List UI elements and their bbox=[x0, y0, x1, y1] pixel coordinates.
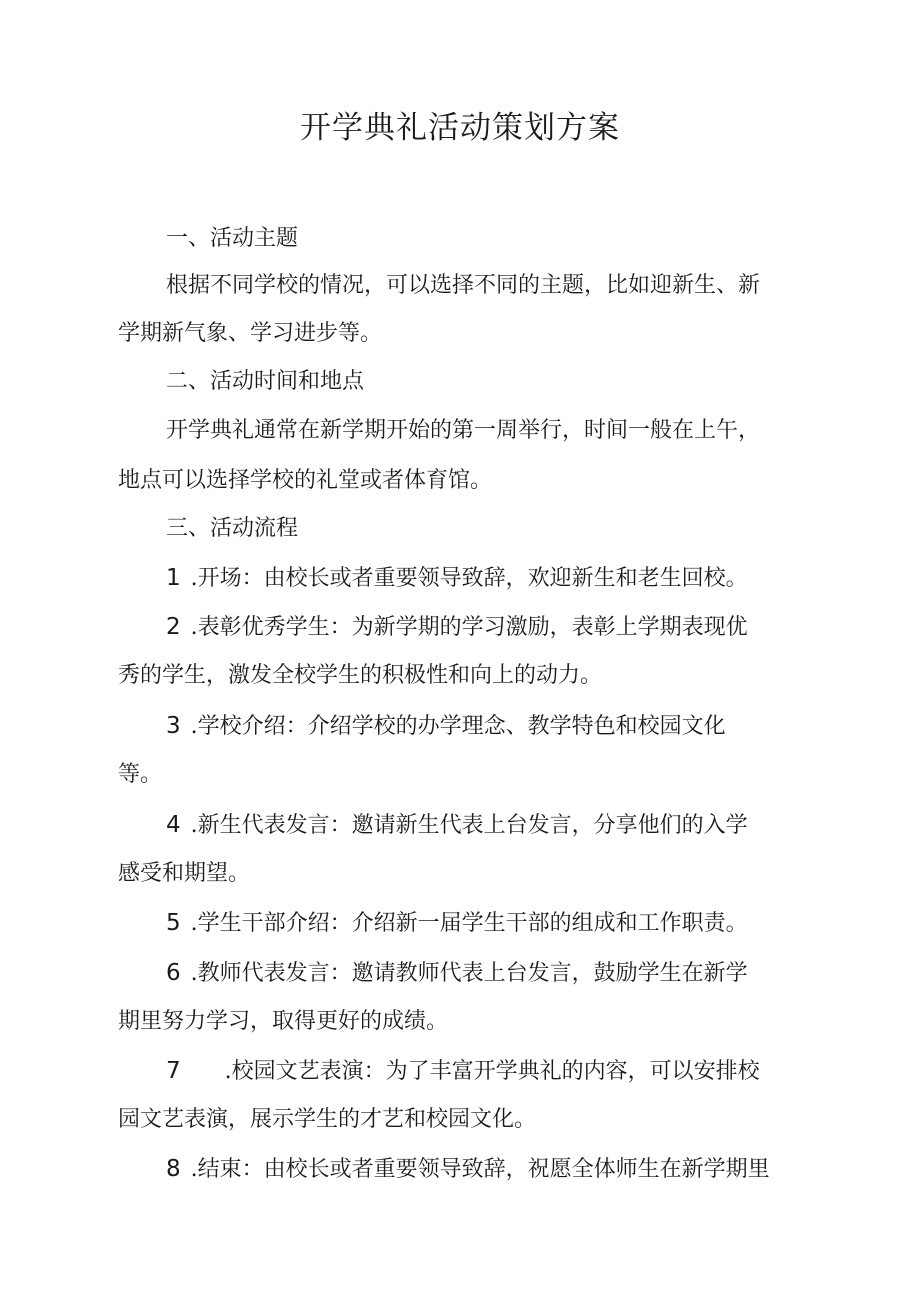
step-1-number: 1 bbox=[166, 565, 181, 591]
step-6-number: 6 bbox=[166, 960, 181, 986]
step-8-text: .结束：由校长或者重要领导致辞，祝愿全体师生在新学期里 bbox=[190, 1157, 770, 1182]
step-7-line-2: 园文艺表演，展示学生的才艺和校园文化。 bbox=[118, 1107, 537, 1132]
step-7-number: 7 bbox=[166, 1058, 181, 1084]
section-1-heading: 一、活动主题 bbox=[166, 226, 299, 251]
step-5-text: .学生干部介绍：介绍新一届学生干部的组成和工作职责。 bbox=[190, 911, 748, 936]
step-6-text: .教师代表发言：邀请教师代表上台发言，鼓励学生在新学 bbox=[190, 961, 748, 986]
step-7-text: .校园文艺表演：为了丰富开学典礼的内容，可以安排校 bbox=[224, 1059, 760, 1084]
step-1-text: .开场：由校长或者重要领导致辞，欢迎新生和老生回校。 bbox=[190, 566, 748, 591]
section-2-heading: 二、活动时间和地点 bbox=[166, 369, 365, 394]
step-4-text: .新生代表发言：邀请新生代表上台发言，分享他们的入学 bbox=[190, 813, 748, 838]
step-3-number: 3 bbox=[166, 713, 181, 739]
step-7-line-1 bbox=[166, 1056, 760, 1087]
step-2-line-1 bbox=[166, 612, 748, 643]
step-8-number: 8 bbox=[166, 1156, 181, 1182]
step-2-text: .表彰优秀学生：为新学期的学习激励，表彰上学期表现优 bbox=[190, 615, 748, 640]
section-1-text-line-1: 根据不同学校的情况，可以选择不同的主题，比如迎新生、新 bbox=[166, 273, 761, 298]
step-3-line-2: 等。 bbox=[118, 762, 163, 787]
step-2-number: 2 bbox=[166, 614, 181, 640]
step-8-line-1 bbox=[166, 1154, 770, 1185]
section-2-text-line-2: 地点可以选择学校的礼堂或者体育馆。 bbox=[118, 468, 493, 493]
step-4-number: 4 bbox=[166, 812, 181, 838]
step-6-line-1 bbox=[166, 958, 748, 989]
step-4-line-2: 感受和期望。 bbox=[118, 861, 251, 886]
step-5-line-1 bbox=[166, 908, 748, 939]
section-1-text-line-2: 学期新气象、学习进步等。 bbox=[118, 321, 383, 346]
document-title: 开学典礼活动策划方案 bbox=[300, 110, 620, 146]
step-3-text: .学校介绍：介绍学校的办学理念、教学特色和校园文化 bbox=[190, 714, 726, 739]
step-3-line-1 bbox=[166, 711, 726, 742]
step-1-line-1 bbox=[166, 563, 748, 594]
section-2-text-line-1: 开学典礼通常在新学期开始的第一周举行，时间一般在上午， bbox=[166, 418, 761, 443]
step-2-line-2: 秀的学生，激发全校学生的积极性和向上的动力。 bbox=[118, 663, 603, 688]
step-4-line-1 bbox=[166, 810, 748, 841]
step-6-line-2: 期里努力学习，取得更好的成绩。 bbox=[118, 1009, 449, 1034]
step-5-number: 5 bbox=[166, 910, 181, 936]
section-3-heading: 三、活动流程 bbox=[166, 516, 299, 541]
